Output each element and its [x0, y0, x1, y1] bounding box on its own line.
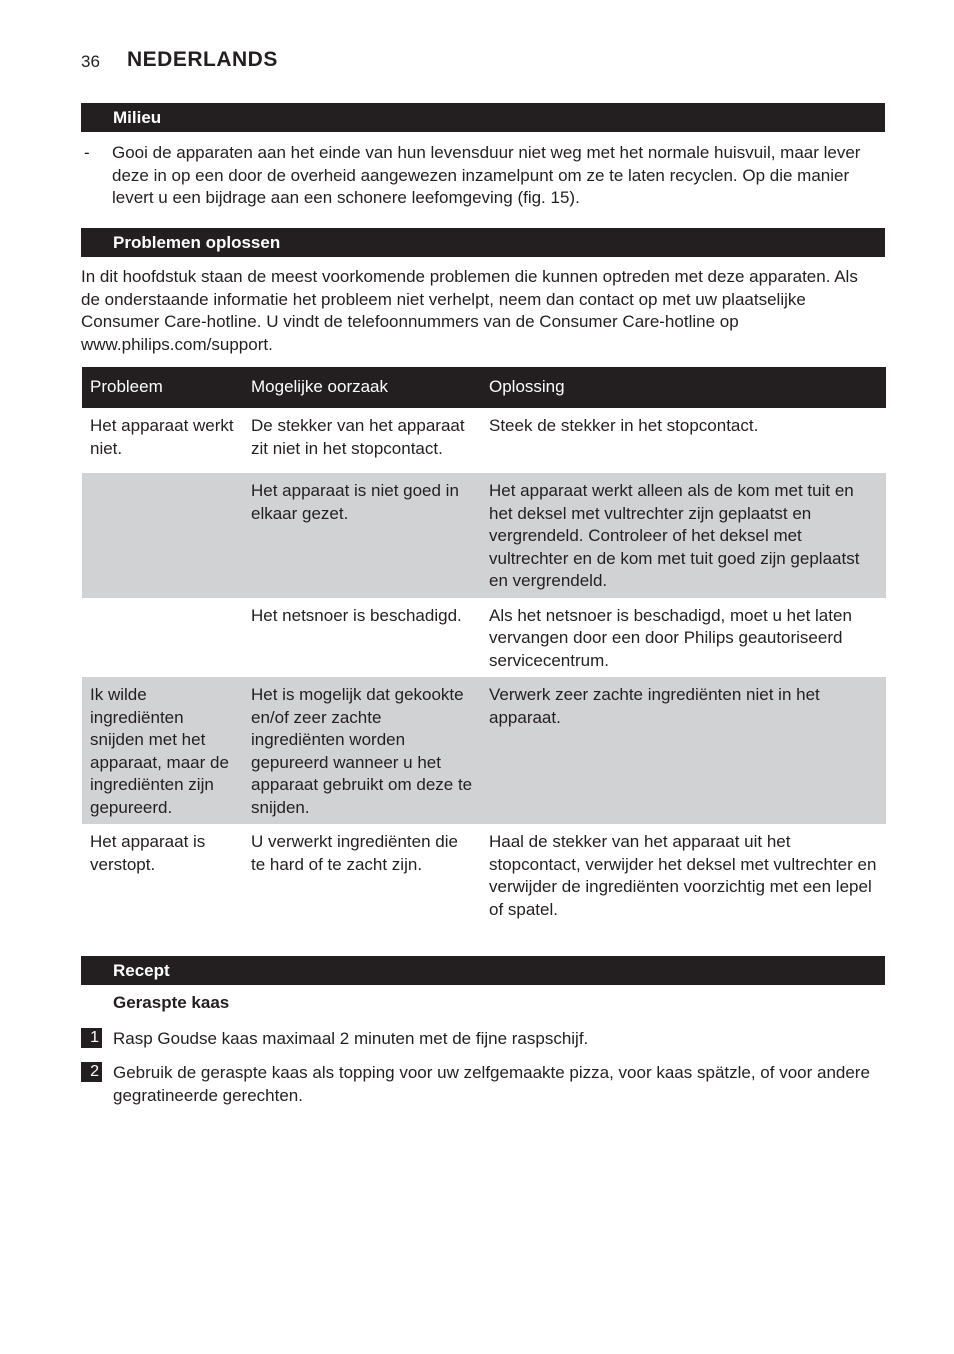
milieu-bullet-text: Gooi de apparaten aan het einde van hun levensduur niet weg met het normale huisvuil, maar lever deze in op een door de overheid aangewezen inzamelpunt om ze te laten recyclen. Op die manier levert u een bijdrage aan een schonere leefomgeving (fig. 15).	[112, 143, 861, 207]
step-number: 2	[81, 1062, 102, 1082]
table-row	[82, 408, 886, 473]
problemen-intro: In dit hoofdstuk staan de meest voorkomende problemen die kunnen optreden met deze apparaten. Als de onderstaande informatie het probleem niet verhelpt, neem dan contact op met uw plaatselijke Consumer Care-hotline. U vindt de telefoonnummers van de Consumer Care-hotline op www.philips.com/support.	[81, 267, 858, 354]
header-oorzaak: Mogelijke oorzaak	[243, 367, 481, 408]
recipe-subtitle: Geraspte kaas	[113, 993, 230, 1012]
step-text: Gebruik de geraspte kaas als topping voor uw zelfgemaakte pizza, voor kaas spätzle, of voor andere gegratineerde gerechten.	[113, 1063, 870, 1105]
cell-oplossing: Steek de stekker in het stopcontact.	[489, 416, 759, 435]
section-heading-problemen: Problemen oplossen	[81, 228, 885, 257]
milieu-bullet	[81, 142, 885, 210]
cell-probleem	[82, 473, 243, 598]
cell-probleem: Het apparaat is verstopt.	[90, 832, 206, 874]
cell-probleem: Het apparaat werkt niet.	[90, 416, 234, 458]
cell-oorzaak: U verwerkt ingrediënten die te hard of te zacht zijn.	[251, 832, 458, 874]
cell-oorzaak: Het apparaat is niet goed in elkaar gezet.	[243, 473, 481, 598]
language-title: NEDERLANDS	[127, 48, 278, 71]
table-row	[82, 824, 886, 926]
recipe-step	[81, 1028, 885, 1051]
table-header-row	[82, 367, 886, 408]
section-heading-milieu: Milieu	[81, 103, 885, 132]
header-oplossing: Oplossing	[481, 367, 886, 408]
cell-oplossing: Haal de stekker van het apparaat uit het stopcontact, verwijder het deksel met vultrechter en verwijder de ingrediënten voorzichtig met een lepel of spatel.	[489, 832, 877, 919]
cell-oorzaak: De stekker van het apparaat zit niet in het stopcontact.	[251, 416, 465, 458]
step-text: Rasp Goudse kaas maximaal 2 minuten met de fijne raspschijf.	[113, 1029, 589, 1048]
cell-probleem: Ik wilde ingrediënten snijden met het apparaat, maar de ingrediënten zijn gepureerd.	[82, 677, 243, 824]
step-number: 1	[81, 1028, 102, 1048]
section-heading-recept: Recept	[81, 956, 885, 985]
troubleshooting-table	[82, 367, 886, 926]
cell-oorzaak: Het is mogelijk dat gekookte en/of zeer zachte ingrediënten worden gepureerd wanneer u het apparaat gebruikt om deze te snijden.	[243, 677, 481, 824]
cell-oplossing: Het apparaat werkt alleen als de kom met tuit en het deksel met vultrechter zijn geplaatst en vergrendeld. Controleer of het deksel met vultrechter en de kom met tuit goed zijn geplaatst en vergrendeld.	[481, 473, 886, 598]
cell-oplossing: Verwerk zeer zachte ingrediënten niet in het apparaat.	[481, 677, 886, 824]
cell-oplossing: Als het netsnoer is beschadigd, moet u het laten vervangen door een door Philips geautoriseerd servicecentrum.	[489, 605, 852, 670]
recipe-step	[81, 1062, 885, 1107]
bullet-dash: -	[84, 143, 90, 162]
header-probleem: Probleem	[82, 367, 243, 408]
cell-probleem	[82, 598, 243, 678]
table-row	[82, 677, 886, 824]
table-row	[82, 598, 886, 678]
page-number: 36	[81, 52, 100, 71]
cell-oorzaak: Het netsnoer is beschadigd.	[251, 605, 462, 625]
table-row	[82, 473, 886, 598]
